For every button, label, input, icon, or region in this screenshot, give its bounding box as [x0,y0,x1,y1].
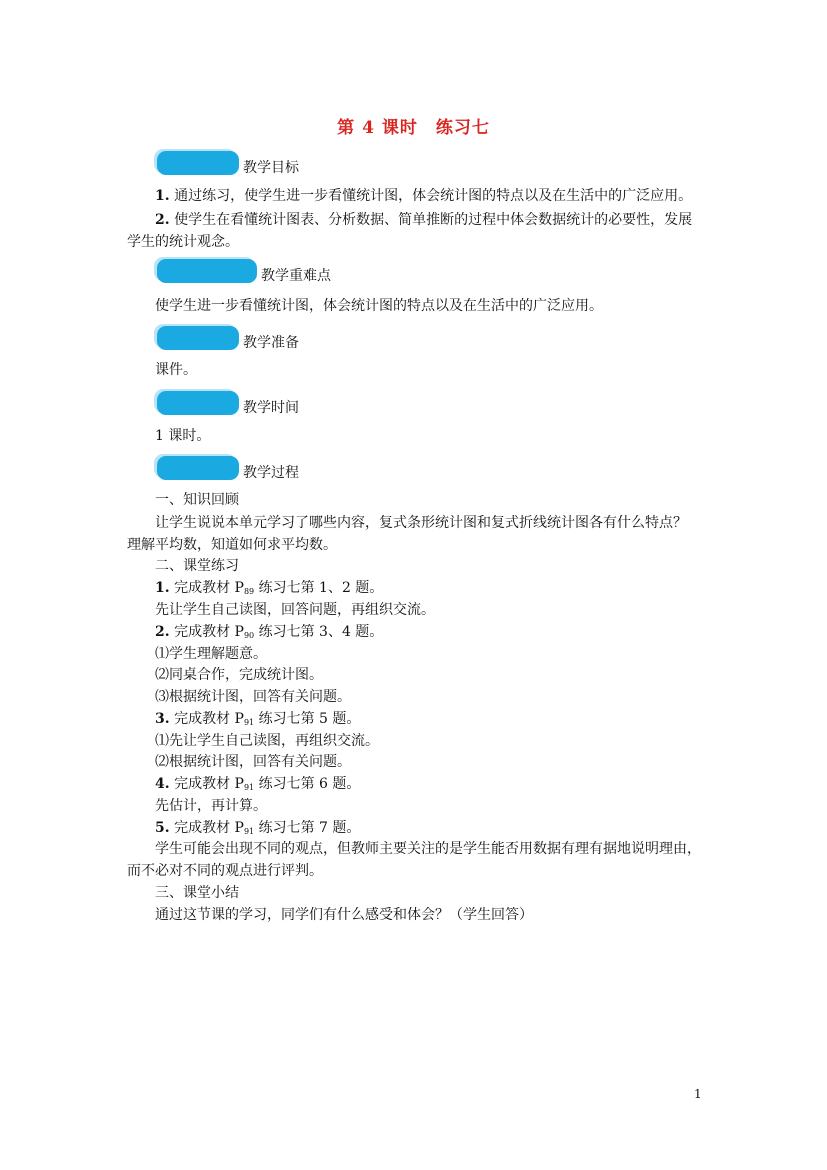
step: ⑴学生理解题意。 [155,646,267,662]
page-ref: 91 [243,718,255,727]
goal-text: 使学生在看懂统计图表、分析数据、简单推断的过程中体会数据统计的必要性，发展 [169,212,693,228]
paragraph: 先估计，再计算。 [155,798,267,814]
paragraph: 先让学生自己读图，回答问题，再组织交流。 [155,602,435,618]
exercise-text: 完成教材 P [169,820,244,836]
paragraph: 理解平均数，知道如何求平均数。 [127,537,337,553]
step: ⑶根据统计图，回答有关问题。 [155,689,351,705]
exercise-3 [155,709,360,733]
section-tag [157,259,257,283]
exercise-text: 练习七第 6 题。 [254,776,361,792]
exercise-1 [155,578,383,602]
exercise-text: 练习七第 5 题。 [254,711,361,727]
exercise-4 [155,774,360,798]
page-number: 1 [694,1087,702,1101]
page-ref: 90 [243,631,255,640]
section-label: 教学过程 [243,465,299,481]
preparation-text: 课件。 [155,362,197,378]
exercise-text: 完成教材 P [169,776,244,792]
item-number: 1. [155,188,170,204]
section-tag [157,456,239,480]
goal-2 [155,210,692,231]
subheading-summary: 三、课堂小结 [155,885,239,901]
goal-2-continued: 学生的统计观念。 [127,234,239,250]
item-number: 2. [155,212,170,228]
time-text: 1 课时。 [155,428,211,444]
goal-text: 通过练习，使学生进一步看懂统计图，体会统计图的特点以及在生活中的广泛应用。 [169,188,693,204]
page-ref: 89 [243,587,255,596]
exercise-2 [155,622,383,646]
section-tag [157,326,239,350]
paragraph: 而不必对不同的观点进行评判。 [127,863,323,879]
item-number: 1. [155,580,170,596]
page-title: 第 4 课时 练习七 [337,118,490,138]
section-tag [157,151,239,175]
item-number: 2. [155,624,170,640]
item-number: 4. [155,776,170,792]
item-number: 5. [155,820,170,836]
subheading-practice: 二、课堂练习 [155,558,239,574]
exercise-text: 完成教材 P [169,580,244,596]
paragraph: 让学生说说本单元学习了哪些内容，复式条形统计图和复式折线统计图各有什么特点？ [155,515,687,531]
section-tag [157,391,239,415]
subheading-review: 一、知识回顾 [155,492,239,508]
section-label: 教学时间 [243,400,299,416]
section-label: 教学重难点 [261,268,331,284]
key-points-text: 使学生进一步看懂统计图，体会统计图的特点以及在生活中的广泛应用。 [155,298,603,314]
exercise-text: 练习七第 3、4 题。 [254,624,384,640]
page-ref: 91 [243,827,255,836]
goal-1 [155,186,692,207]
exercise-text: 练习七第 7 题。 [254,820,361,836]
exercise-text: 完成教材 P [169,624,244,640]
section-label: 教学目标 [243,160,299,176]
item-number: 3. [155,711,170,727]
step: ⑵根据统计图，回答有关问题。 [155,754,351,770]
section-label: 教学准备 [243,335,299,351]
exercise-text: 练习七第 1、2 题。 [254,580,384,596]
page-ref: 91 [243,783,255,792]
step: ⑴先让学生自己读图，再组织交流。 [155,733,379,749]
step: ⑵同桌合作，完成统计图。 [155,667,323,683]
paragraph: 通过这节课的学习，同学们有什么感受和体会？（学生回答） [155,907,533,923]
paragraph: 学生可能会出现不同的观点，但教师主要关注的是学生能否用数据有理有据地说明理由， [155,841,701,857]
exercise-text: 完成教材 P [169,711,244,727]
